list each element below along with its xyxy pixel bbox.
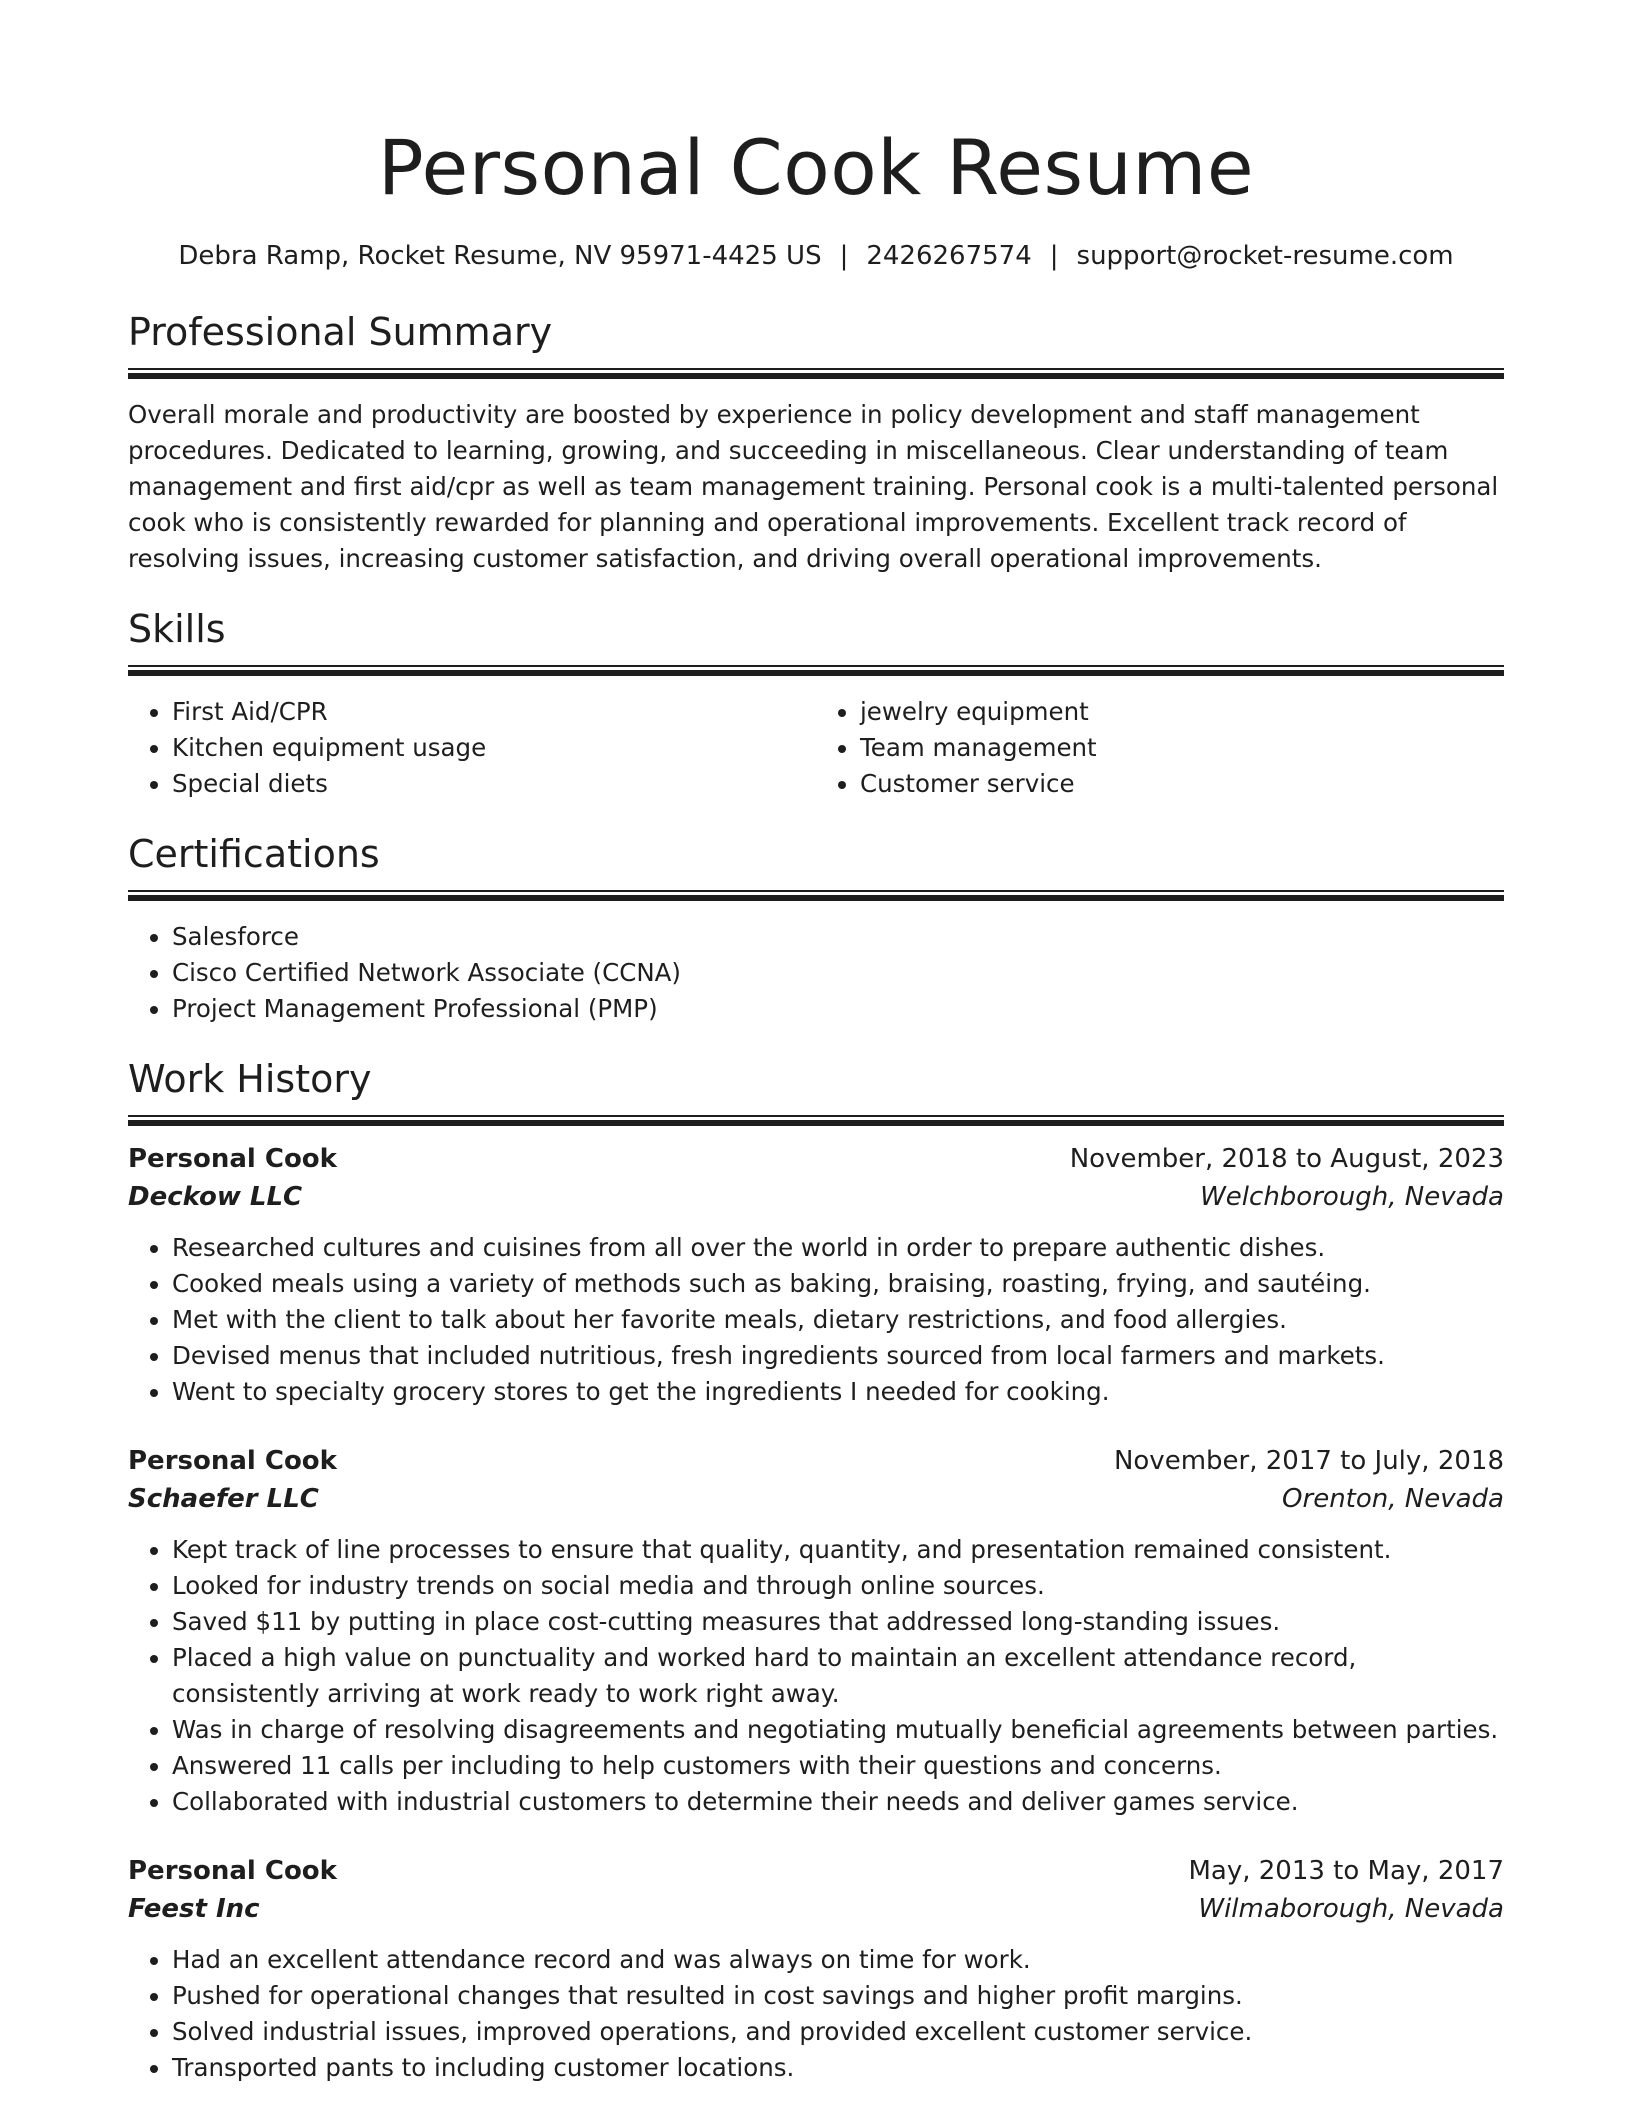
job-bullets	[128, 1230, 1504, 1410]
certification-item: • Salesforce	[172, 919, 1504, 955]
job-bullet: • Transported pants to including customer locations.	[172, 2050, 1504, 2086]
job-bullet: • Researched cultures and cuisines from all over the world in order to prepare authentic dishes.	[172, 1230, 1504, 1266]
job-entry	[128, 1852, 1504, 2086]
work-history-section	[128, 1055, 1504, 2086]
contact-separator: |	[1049, 241, 1059, 271]
job-company: Feest Inc	[128, 1894, 260, 1924]
job-company-row	[128, 1178, 1504, 1216]
contact-separator: |	[839, 241, 849, 271]
job-bullet: • Kept track of line processes to ensure that quality, quantity, and presentation remained consistent.	[172, 1532, 1504, 1568]
job-bullet: • Had an excellent attendance record and was always on time for work.	[172, 1942, 1504, 1978]
job-bullet: • Met with the client to talk about her favorite meals, dietary restrictions, and food allergies.	[172, 1302, 1504, 1338]
job-company: Schaefer LLC	[128, 1484, 319, 1514]
job-bullet: • Went to specialty grocery stores to get the ingredients I needed for cooking.	[172, 1374, 1504, 1410]
summary-text: Overall morale and productivity are boosted by experience in policy development and staff management procedures. Dedicated to learning, growing, and succeeding in miscellaneous. Clear understanding of team management and first aid/cpr as well as team management training. Personal cook is a multi-talented personal cook who is consistently rewarded for planning and operational improvements. Excellent track record of resolving issues, increasing customer satisfaction, and driving overall operational improvements.	[128, 400, 1499, 573]
job-header-row	[128, 1140, 1504, 1178]
job-company: Deckow LLC	[128, 1182, 303, 1212]
job-title: Personal Cook	[128, 1856, 337, 1886]
job-bullet: • Saved $11 by putting in place cost-cutting measures that addressed long-standing issues.	[172, 1604, 1504, 1640]
certifications-section	[128, 830, 1504, 1027]
job-title: Personal Cook	[128, 1446, 337, 1476]
section-heading-certifications: Certifications	[128, 832, 380, 876]
job-bullet: • Pushed for operational changes that resulted in cost savings and higher profit margins.	[172, 1978, 1504, 2014]
contact-address: Debra Ramp, Rocket Resume, NV 95971-4425 US	[178, 241, 822, 271]
job-bullets	[128, 1532, 1504, 1820]
job-bullet: • Devised menus that included nutritious, fresh ingredients sourced from local farmers and markets.	[172, 1338, 1504, 1374]
skill-item: • Kitchen equipment usage	[172, 730, 816, 766]
section-divider	[128, 665, 1504, 676]
job-bullet: • Solved industrial issues, improved operations, and provided excellent customer service.	[172, 2014, 1504, 2050]
section-divider	[128, 1115, 1504, 1126]
summary-section	[128, 308, 1504, 577]
job-bullet: • Cooked meals using a variety of methods such as baking, braising, roasting, frying, and sautéing.	[172, 1266, 1504, 1302]
job-location: Orenton, Nevada	[1282, 1484, 1504, 1514]
job-bullets	[128, 1942, 1504, 2086]
job-company-row	[128, 1890, 1504, 1928]
job-header-row	[128, 1852, 1504, 1890]
skill-item: • Special diets	[172, 766, 816, 802]
contact-line	[128, 238, 1504, 274]
job-location: Welchborough, Nevada	[1200, 1182, 1504, 1212]
skill-item: • First Aid/CPR	[172, 694, 816, 730]
job-bullet: • Answered 11 calls per including to help customers with their questions and concerns.	[172, 1748, 1504, 1784]
section-heading-skills: Skills	[128, 607, 226, 651]
job-entry	[128, 1140, 1504, 1410]
job-title: Personal Cook	[128, 1144, 337, 1174]
contact-email: support@rocket-resume.com	[1076, 241, 1454, 271]
skills-list-left	[128, 694, 816, 802]
skill-item: • jewelry equipment	[860, 694, 1504, 730]
section-divider	[128, 890, 1504, 901]
job-header-row	[128, 1442, 1504, 1480]
job-bullet: • Placed a high value on punctuality and worked hard to maintain an excellent attendance record, consistently arriving at work ready to work right away.	[172, 1640, 1504, 1712]
contact-phone: 2426267574	[866, 241, 1032, 271]
skills-grid	[128, 694, 1504, 802]
job-bullet: • Was in charge of resolving disagreements and negotiating mutually beneficial agreements between parties.	[172, 1712, 1504, 1748]
section-heading-work-history: Work History	[128, 1057, 372, 1101]
skill-item: • Team management	[860, 730, 1504, 766]
job-company-row	[128, 1480, 1504, 1518]
certifications-list	[128, 919, 1504, 1027]
job-dates: November, 2018 to August, 2023	[1069, 1144, 1504, 1174]
skill-item: • Customer service	[860, 766, 1504, 802]
job-dates: May, 2013 to May, 2017	[1188, 1856, 1504, 1886]
skills-list-right	[816, 694, 1504, 802]
section-heading-summary: Professional Summary	[128, 310, 553, 354]
resume-title: Personal Cook Resume	[377, 123, 1255, 212]
job-location: Wilmaborough, Nevada	[1198, 1894, 1504, 1924]
certification-item: • Project Management Professional (PMP)	[172, 991, 1504, 1027]
job-entry	[128, 1442, 1504, 1820]
job-bullet: • Collaborated with industrial customers to determine their needs and deliver games service.	[172, 1784, 1504, 1820]
skills-section	[128, 605, 1504, 802]
section-divider	[128, 368, 1504, 379]
certification-item: • Cisco Certified Network Associate (CCNA)	[172, 955, 1504, 991]
job-bullet: • Looked for industry trends on social media and through online sources.	[172, 1568, 1504, 1604]
job-dates: November, 2017 to July, 2018	[1113, 1446, 1504, 1476]
